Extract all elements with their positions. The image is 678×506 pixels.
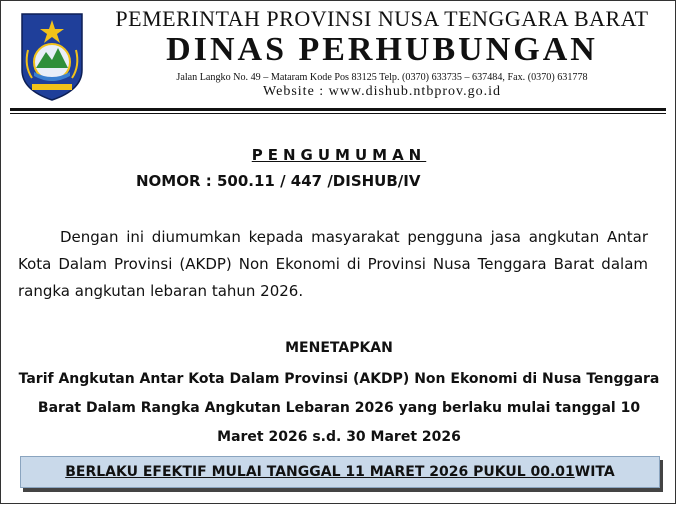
announcement-number: NOMOR : 500.11 / 447 /DISHUB/IV [136, 172, 421, 190]
announcement-body: Dengan ini diumumkan kepada masyarakat pengguna jasa angkutan Antar Kota Dalam Provinsi (AKDP) Non Ekonomi di Provinsi Nusa Tenggara Barat dalam rangka angkutan lebaran tahun 2026. [18, 228, 648, 300]
letterhead-divider-thick [10, 108, 666, 111]
ntb-province-emblem-icon [18, 10, 86, 102]
decision-text: Tarif Angkutan Antar Kota Dalam Provinsi (AKDP) Non Ekonomi di Nusa Tenggara Barat Dalam Rangka Angkutan Lebaran 2026 yang berlaku mulai tanggal 10 Maret 2026 s.d. 30 Maret 2026 [18, 371, 660, 445]
letterhead-website: Website : www.dishub.ntbprov.go.id [263, 84, 501, 99]
decision-heading: MENETAPKAN [285, 340, 393, 356]
letterhead [96, 6, 668, 100]
letterhead-divider-thin [10, 113, 666, 114]
letterhead-government: PEMERINTAH PROVINSI NUSA TENGGARA BARAT [115, 6, 649, 31]
banner-main-text: BERLAKU EFEKTIF MULAI TANGGAL 11 MARET 2026 PUKUL 00.01 [65, 464, 575, 480]
letterhead-agency: DINAS PERHUBUNGAN [166, 31, 598, 68]
announcement-title: PENGUMUMAN [251, 146, 427, 164]
banner-suffix: WITA [574, 464, 615, 480]
effective-date-banner [20, 456, 660, 488]
letterhead-address: Jalan Langko No. 49 – Mataram Kode Pos 83125 Telp. (0370) 633735 – 637484, Fax. (0370) 631778 [176, 71, 588, 83]
